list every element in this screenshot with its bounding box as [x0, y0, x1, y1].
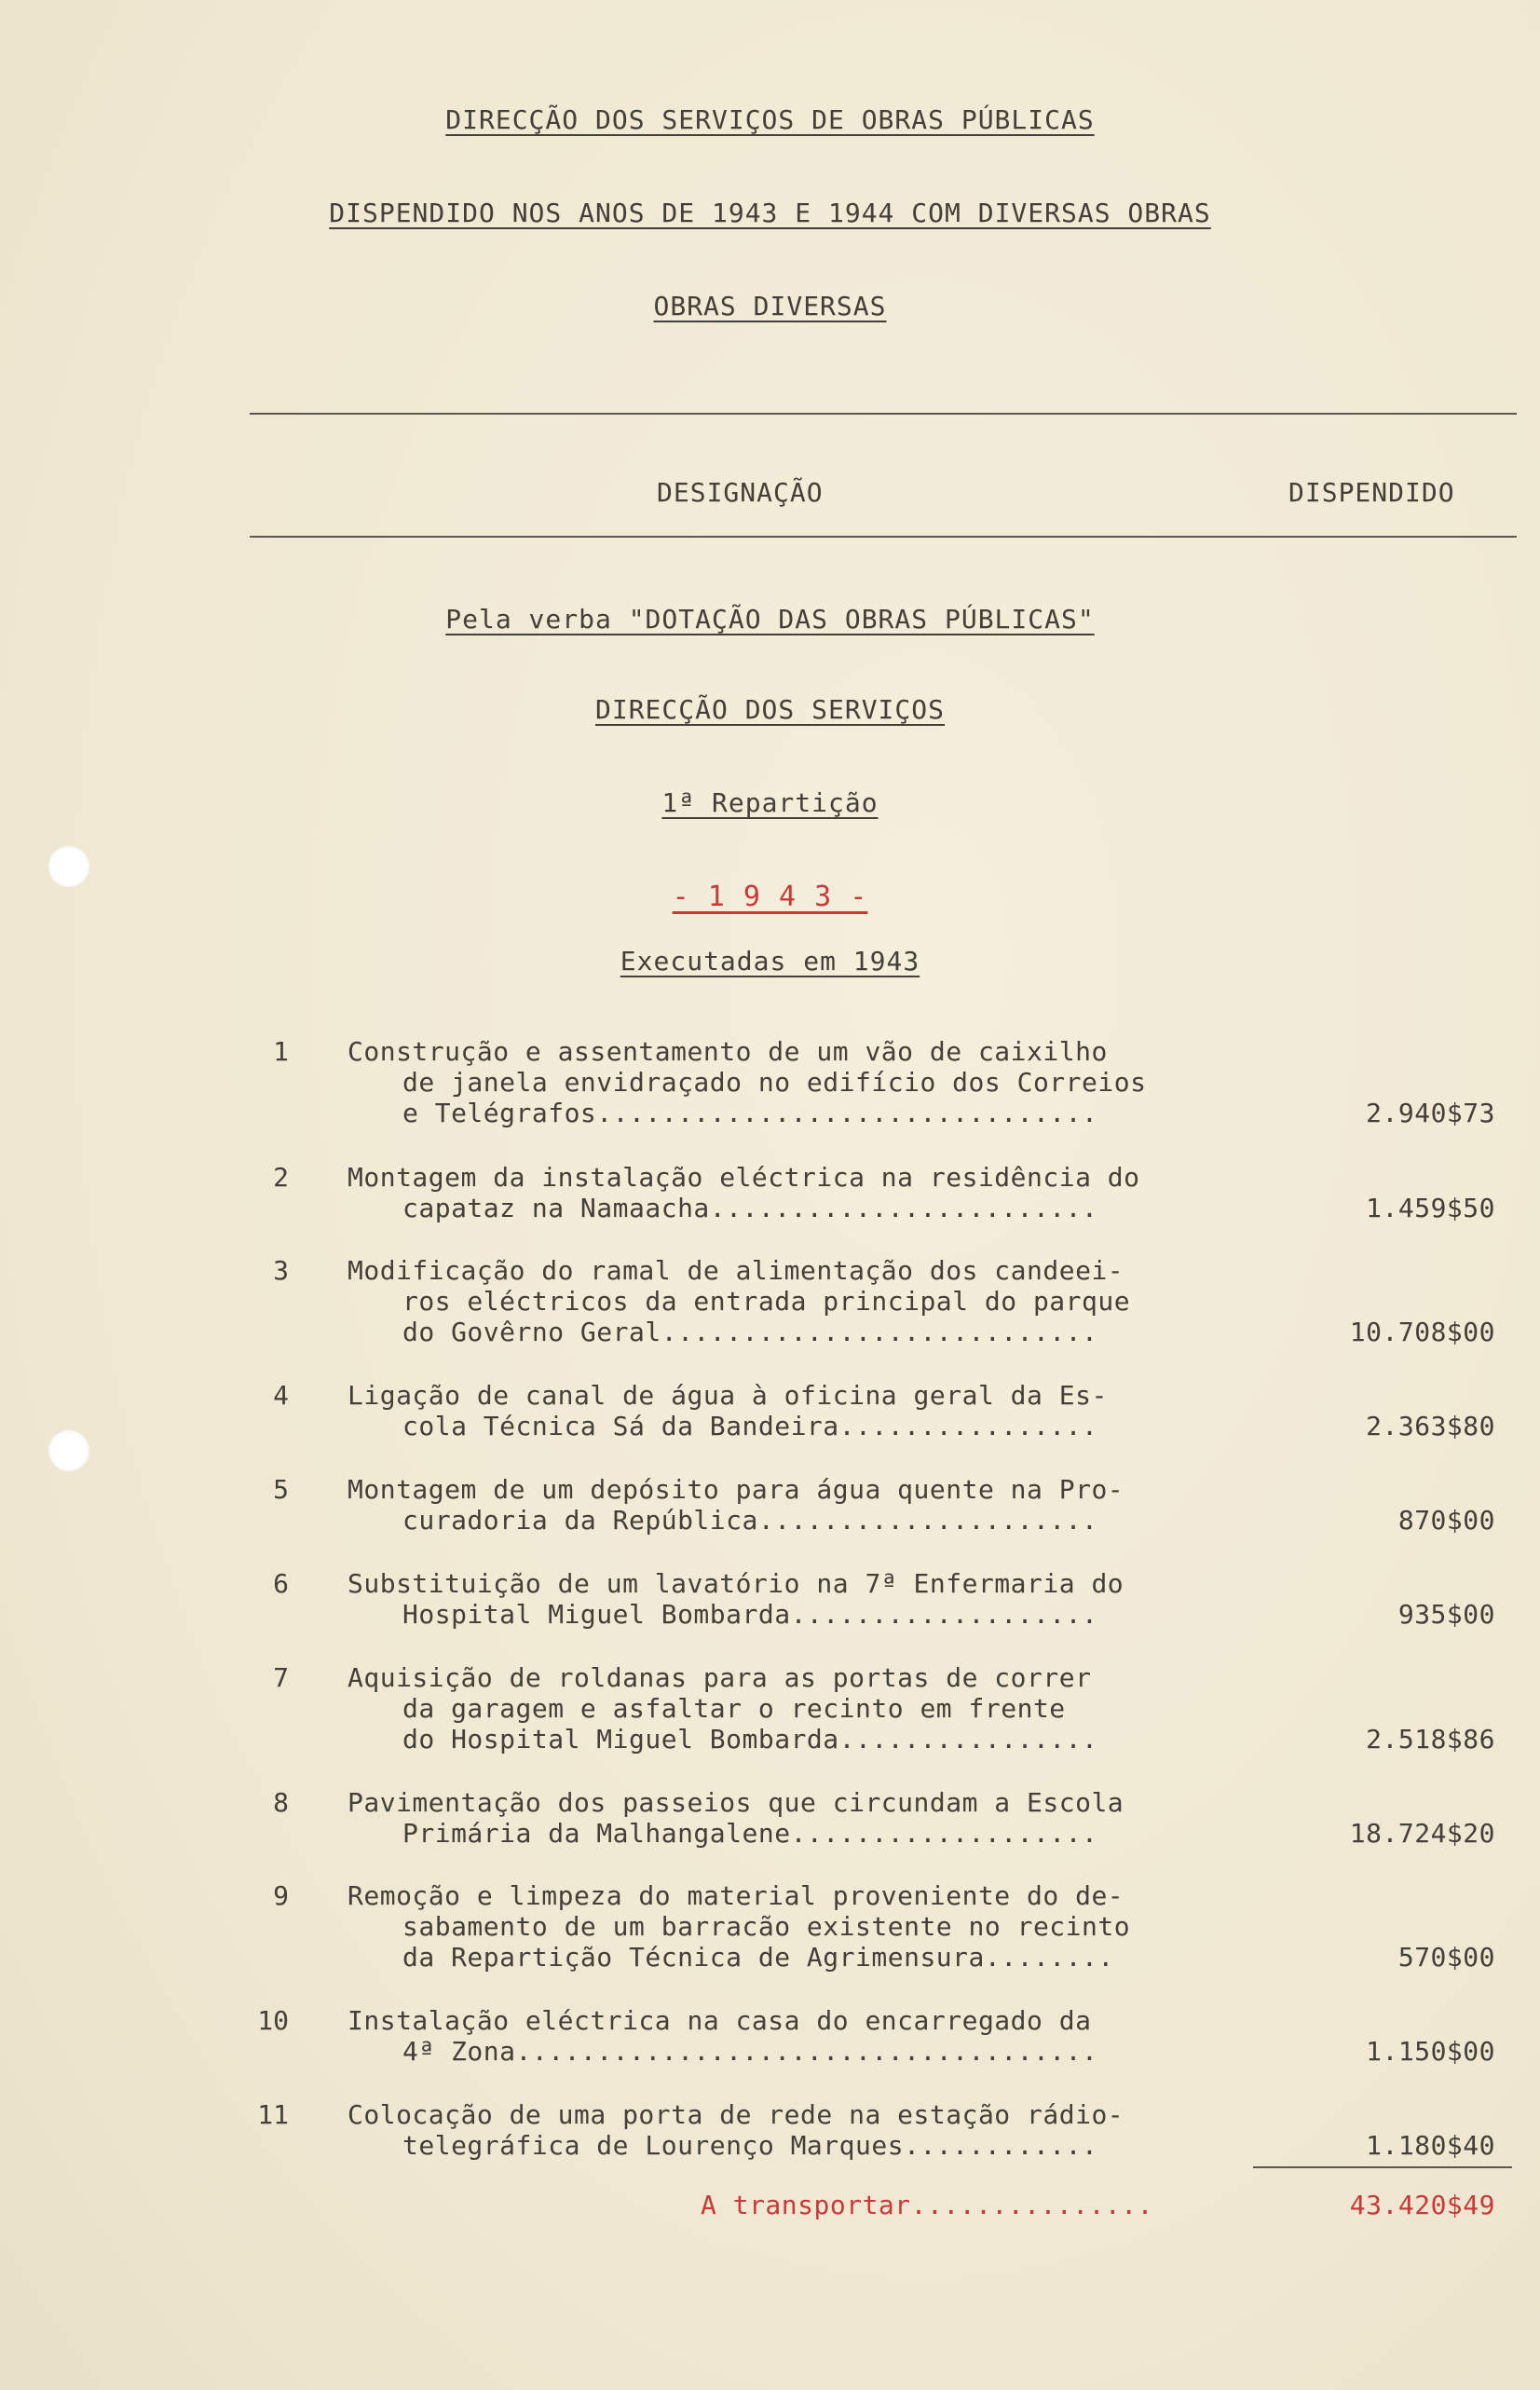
- item-text-line: curadoria da República.....................: [402, 1505, 1098, 1536]
- item-text-line: da Repartição Técnica de Agrimensura........: [402, 1942, 1114, 1973]
- item-text-line: Pavimentação dos passeios que circundam a Escola: [348, 1787, 1124, 1818]
- item-amount: 10.708$00: [1349, 1317, 1495, 1347]
- section-executed: Executadas em 1943: [620, 946, 920, 976]
- item-number: 10: [257, 2005, 289, 2036]
- header-spent-title: DISPENDIDO NOS ANOS DE 1943 E 1944 COM DIVERSAS OBRAS: [329, 198, 1211, 228]
- header-works-title: OBRAS DIVERSAS: [653, 291, 887, 321]
- item-text-line: ros eléctricos da entrada principal do parque: [402, 1286, 1131, 1317]
- section-verba: Pela verba "DOTAÇÃO DAS OBRAS PÚBLICAS": [445, 604, 1095, 635]
- punch-hole: [48, 1430, 89, 1471]
- item-text-line: do Hospital Miguel Bombarda................: [402, 1724, 1098, 1755]
- column-designation: DESIGNAÇÃO: [657, 477, 824, 508]
- item-number: 6: [273, 1568, 289, 1599]
- item-amount: 1.150$00: [1366, 2036, 1495, 2067]
- item-number: 7: [273, 1662, 289, 1693]
- header-rule: [250, 536, 1517, 538]
- item-amount: 2.518$86: [1366, 1724, 1495, 1755]
- column-spent: DISPENDIDO: [1288, 477, 1455, 508]
- item-text-line: Hospital Miguel Bombarda...................: [402, 1599, 1098, 1630]
- item-text-line: Ligação de canal de água à oficina geral da Es-: [348, 1380, 1108, 1411]
- item-text-line: Modificação do ramal de alimentação dos candeei-: [348, 1255, 1124, 1286]
- item-text-line: capataz na Namaacha........................: [402, 1193, 1098, 1223]
- item-text-line: Montagem da instalação eléctrica na residência do: [348, 1162, 1140, 1193]
- item-text-line: do Govêrno Geral...........................: [402, 1317, 1098, 1347]
- item-amount: 870$00: [1397, 1505, 1495, 1536]
- item-text-line: telegráfica de Lourenço Marques............: [402, 2130, 1098, 2161]
- item-text-line: Montagem de um depósito para água quente na Pro-: [348, 1474, 1124, 1505]
- item-text-line: Remoção e limpeza do material proveniente do de-: [348, 1880, 1124, 1911]
- item-amount: 1.459$50: [1366, 1193, 1495, 1223]
- sum-rule: [1253, 2166, 1512, 2168]
- item-text-line: Aquisição de roldanas para as portas de correr: [348, 1662, 1092, 1693]
- top-rule: [250, 413, 1517, 415]
- item-text-line: Colocação de uma porta de rede na estação rádio-: [348, 2099, 1124, 2130]
- item-number: 3: [273, 1255, 289, 1286]
- item-amount: 18.724$20: [1349, 1818, 1495, 1849]
- header-directorate: DIRECÇÃO DOS SERVIÇOS DE OBRAS PÚBLICAS: [445, 104, 1095, 135]
- total-amount: 43.420$49: [1349, 2190, 1495, 2220]
- item-text-line: Construção e assentamento de um vão de caixilho: [348, 1036, 1108, 1067]
- item-text-line: Substituição de um lavatório na 7ª Enfermaria do: [348, 1568, 1124, 1599]
- item-number: 4: [273, 1380, 289, 1411]
- item-text-line: Primária da Malhangalene...................: [402, 1818, 1098, 1849]
- item-text-line: e Telégrafos...............................: [402, 1098, 1098, 1128]
- section-direccao: DIRECÇÃO DOS SERVIÇOS: [594, 694, 945, 725]
- item-number: 11: [257, 2099, 289, 2130]
- item-text-line: de janela envidraçado no edifício dos Correios: [402, 1067, 1147, 1098]
- item-amount: 935$00: [1397, 1599, 1495, 1630]
- section-reparticao: 1ª Repartição: [661, 787, 879, 818]
- item-number: 2: [273, 1162, 289, 1193]
- item-number: 5: [273, 1474, 289, 1505]
- item-amount: 2.363$80: [1366, 1411, 1495, 1441]
- item-amount: 2.940$73: [1366, 1098, 1495, 1128]
- total-label: A transportar...............: [701, 2190, 1154, 2220]
- item-text-line: Instalação eléctrica na casa do encarregado da: [348, 2005, 1092, 2036]
- item-amount: 570$00: [1397, 1942, 1495, 1973]
- item-amount: 1.180$40: [1366, 2130, 1495, 2161]
- item-number: 8: [273, 1787, 289, 1818]
- section-year: - 1 9 4 3 -: [672, 881, 868, 913]
- item-number: 9: [273, 1880, 289, 1911]
- item-number: 1: [273, 1036, 289, 1067]
- item-text-line: cola Técnica Sá da Bandeira................: [402, 1411, 1098, 1441]
- item-text-line: da garagem e asfaltar o recinto em frente: [402, 1693, 1066, 1724]
- item-text-line: 4ª Zona....................................: [402, 2036, 1098, 2067]
- item-text-line: sabamento de um barracão existente no recinto: [402, 1911, 1131, 1942]
